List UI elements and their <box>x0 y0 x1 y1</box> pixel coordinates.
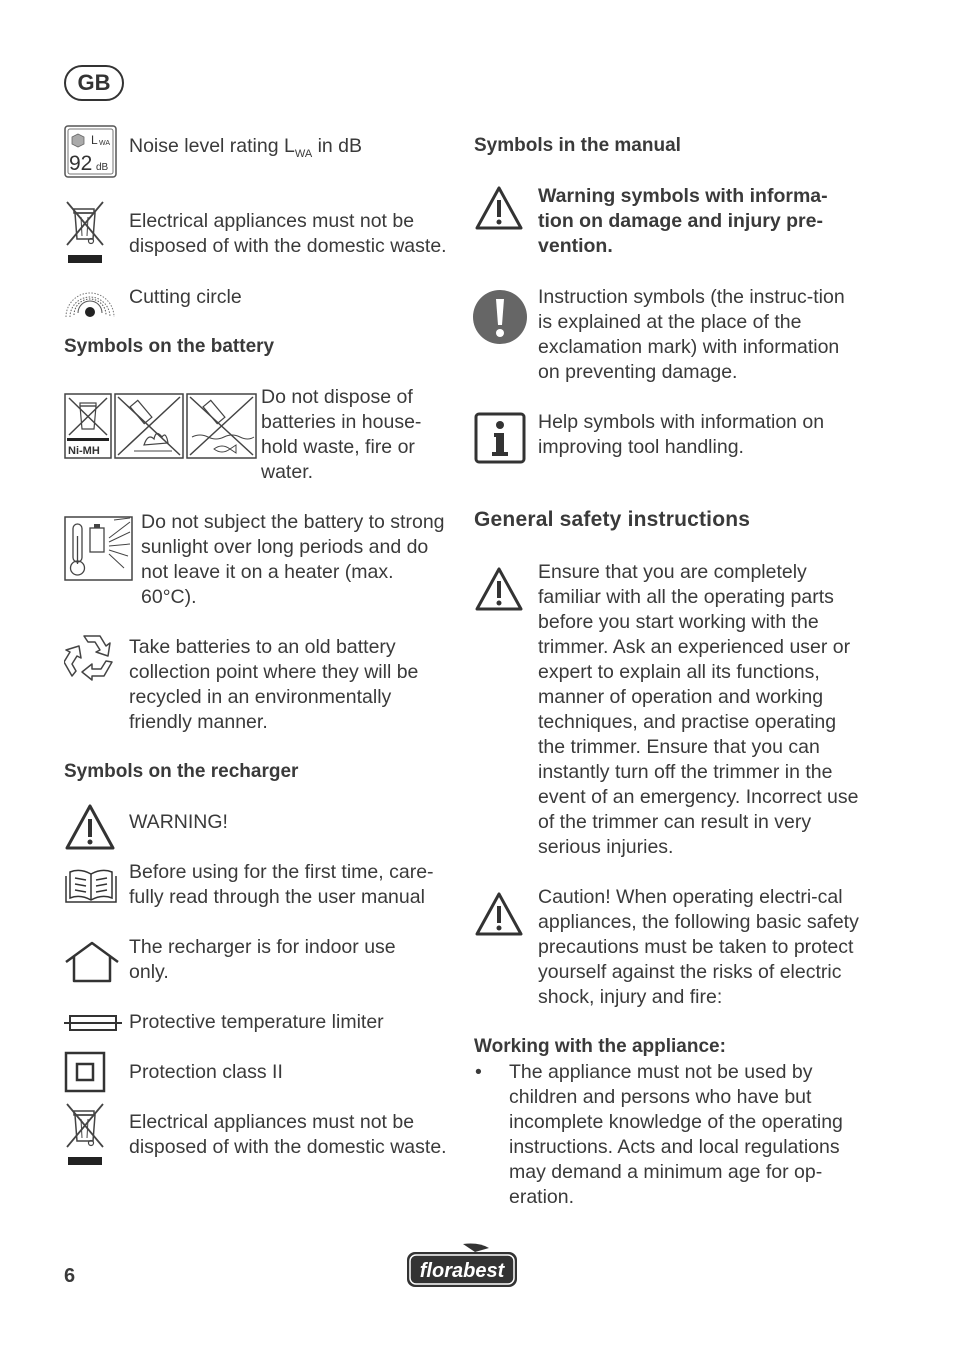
cutting-circle-icon <box>64 279 116 319</box>
protection-class-icon <box>64 1051 106 1093</box>
indoor-house-icon <box>64 940 120 984</box>
open-book-icon <box>64 866 118 906</box>
disposal-text-1: Electrical appliances must not be disposed of with the domestic waste. <box>129 210 447 257</box>
noise-icon-value: 92 <box>69 152 93 175</box>
disposal-text-2: Electrical appliances must not be disposed of with the domestic waste. <box>129 1111 447 1158</box>
language-badge: GB <box>64 65 124 101</box>
battery-dispose-text: Do not dispose of batteries in house-hold waste, fire or water. <box>261 386 422 483</box>
manual-symbols-heading: Symbols in the manual <box>474 135 681 156</box>
safety-caution-text: Caution! When operating electri-cal appliances, the following basic safety precautions must be taken to protect yourself against the risks of electric shock, injury and fire: <box>538 886 859 1008</box>
crossed-bin-icon-2 <box>64 1101 106 1167</box>
florabest-logo <box>405 1242 519 1290</box>
recharger-heading: Symbols on the recharger <box>64 761 299 782</box>
warning-triangle-icon <box>64 803 116 851</box>
warning-triangle-icon-4 <box>474 891 524 937</box>
svg-text:dB: dB <box>96 162 109 173</box>
info-icon <box>474 412 526 464</box>
noise-level-icon <box>64 125 117 178</box>
battery-sun-text: Do not subject the battery to strong sunlight over long periods and do not leave it on a heater (max. 60°C). <box>141 511 445 608</box>
recharger-temp-text: Protective temperature limiter <box>129 1011 384 1033</box>
battery-heading: Symbols on the battery <box>64 336 275 357</box>
warning-triangle-icon-3 <box>474 566 524 612</box>
fuse-icon <box>64 1013 122 1033</box>
exclamation-circle-icon <box>472 289 528 345</box>
recharger-class-text: Protection class II <box>129 1061 283 1083</box>
battery-recycle-text: Take batteries to an old battery collection point where they will be recycled in an environmentally friendly manner. <box>129 636 419 733</box>
crossed-bin-icon <box>64 199 106 265</box>
recycle-icon <box>64 630 120 688</box>
ni-mh-label: Ni-MH <box>68 445 100 457</box>
recharger-indoor-text: The recharger is for indoor use only. <box>129 936 396 983</box>
general-safety-heading: General safety instructions <box>474 508 751 531</box>
battery-disposal-icons <box>64 393 258 459</box>
help-symbols-text: Help symbols with information on improving tool handling. <box>538 411 825 458</box>
warning-triangle-icon-2 <box>474 185 524 231</box>
page-number: 6 <box>64 1265 76 1287</box>
warning-symbols-text: Warning symbols with informa-tion on damage and injury pre-vention. <box>538 185 828 257</box>
working-bullet-text: The appliance must not be used by children and persons who have but incomplete knowledge of the operating instructions. Acts and local regulations may demand a minimum age for op-eration. <box>509 1061 843 1208</box>
noise-icon-top: L <box>91 133 98 147</box>
recharger-manual-text: Before using for the first time, care-fully read through the user manual <box>129 861 434 908</box>
cutting-circle-text: Cutting circle <box>129 286 242 308</box>
temperature-sun-icon <box>64 516 134 582</box>
safety-familiar-text: Ensure that you are completely familiar with all the operating parts before you start working with the trimmer. Ask an experienced user or expert to explain all its functions, manner of operation and working techniques, and practise operating the trimmer. Ensure that you can instantly turn off the trimmer in the event of an emergency. Incorrect use of the trimmer can result in very serious injuries. <box>538 561 859 858</box>
working-bullet-marker: • <box>475 1061 482 1083</box>
noise-level-label: Noise level rating $L_{WA}$ in dB <box>129 135 363 160</box>
brand-name: florabest <box>419 1260 505 1282</box>
recharger-warning-text: WARNING! <box>129 811 228 833</box>
svg-text:WA: WA <box>99 140 111 147</box>
instruction-symbols-text: Instruction symbols (the instruc-tion is explained at the place of the exclamation mark) with information on preventing damage. <box>538 286 845 383</box>
working-heading: Working with the appliance: <box>474 1036 726 1057</box>
